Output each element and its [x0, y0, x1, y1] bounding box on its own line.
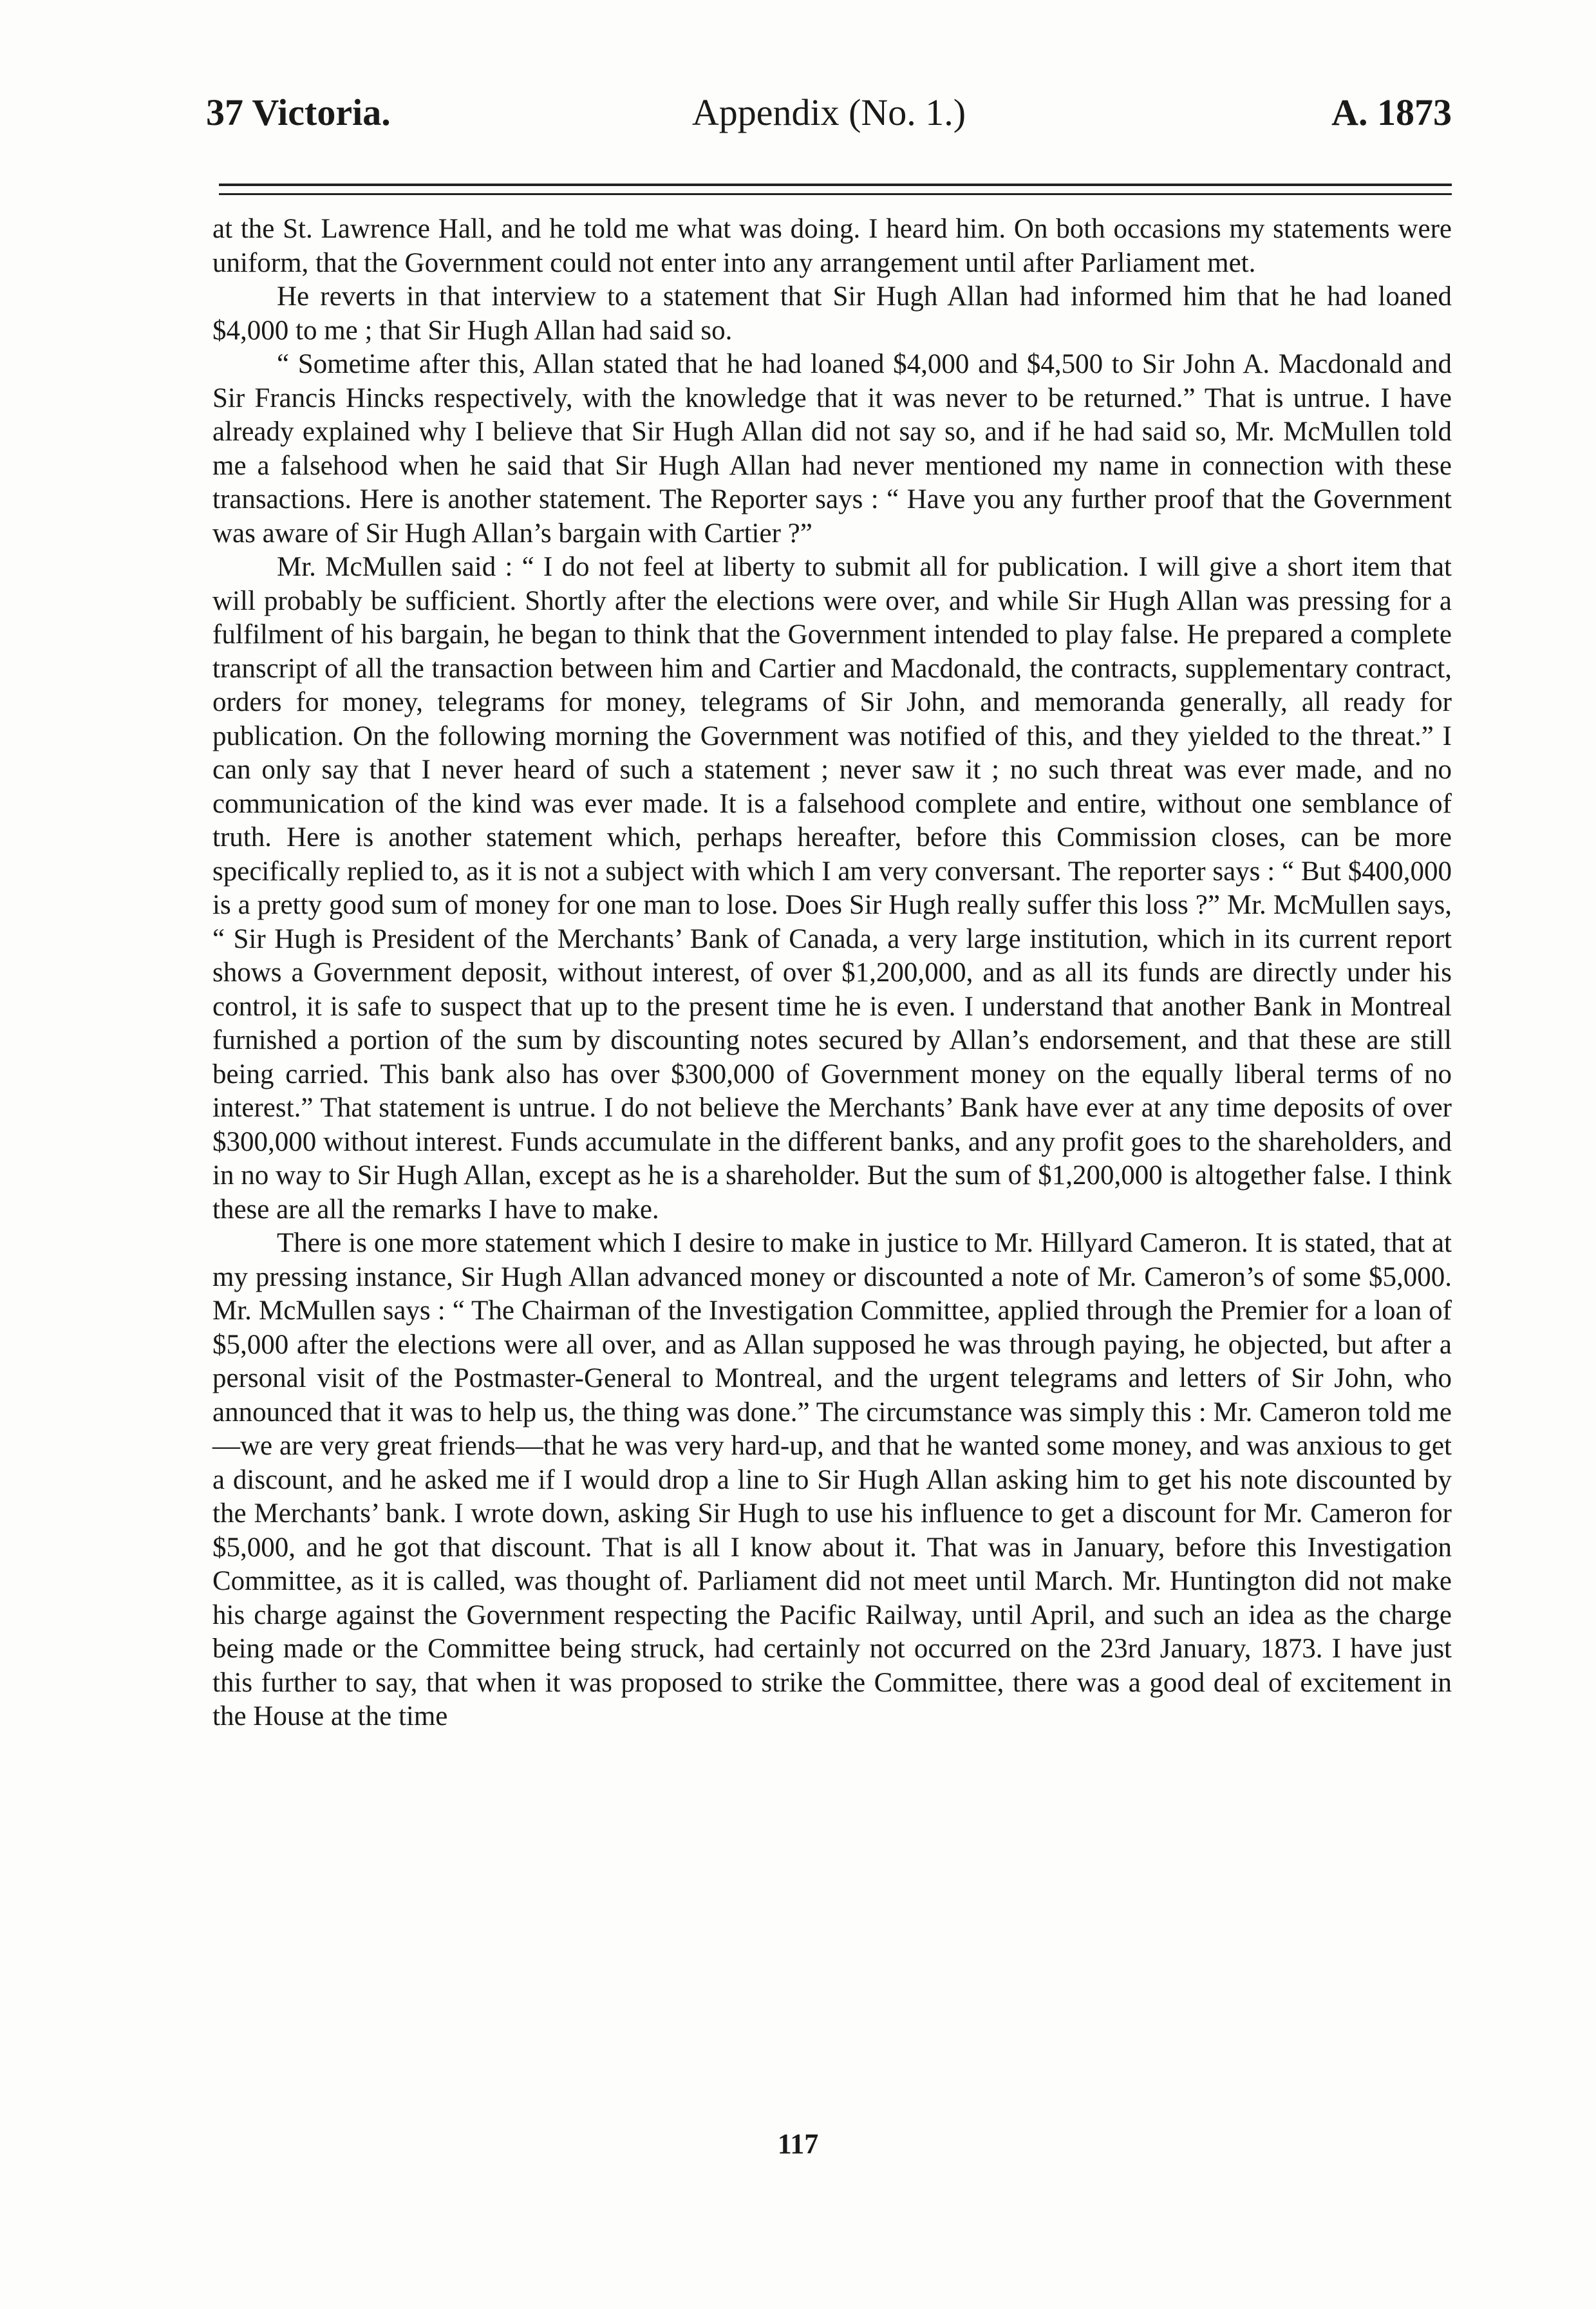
header-rule-bottom [219, 193, 1452, 195]
header-year: A. 1873 [1331, 91, 1452, 133]
running-header [206, 84, 1452, 142]
header-rule-top [219, 184, 1452, 186]
paragraph: “ Sometime after this, Allan stated that he had loaned $4,000 and $4,500 to Sir John A. Macdonald and Sir Francis Hincks respectively, with the knowledge that it was never to be returned.” That is untrue. I have already explained why I believe that Sir Hugh Allan did not say so, and if he had said so, Mr. McMullen told me a falsehood when he said that Sir Hugh Allan had never mentioned my name in connection with these transactions. Here is another statement. The Reporter says : “ Have you any further proof that the Government was aware of Sir Hugh Allan’s bargain with Cartier ?” [212, 349, 1452, 549]
header-appendix: Appendix (No. 1.) [691, 91, 966, 133]
body-text [212, 212, 1452, 1734]
paragraph: at the St. Lawrence Hall, and he told me what was doing. I heard him. On both occasions my statements were uniform, that the Government could not enter into any arrangement until after Parliament met. [212, 214, 1452, 278]
paragraph: Mr. McMullen said : “ I do not feel at liberty to submit all for publication. I will give a short item that will probably be sufficient. Shortly after the elections were over, and while Sir Hugh Allan was pressing for a fulfilment of his bargain, he began to think that the Government intended to play false. He prepared a complete transcript of all the transaction between him and Cartier and Macdonald, the contracts, supplementary contract, orders for money, telegrams for money, telegrams of Sir John, and memoranda generally, all ready for publication. On the following morning the Government was notified of this, and they yielded to the threat.” I can only say that I never heard of such a statement ; never saw it ; no such threat was ever made, and no communication of the kind was ever made. It is a falsehood complete and entire, without one semblance of truth. Here is another statement which, perhaps hereafter, before this Commission closes, can be more specifically replied to, as it is not a subject with which I am very conversant. The reporter says : “ But $400,000 is a pretty good sum of money for one man to lose. Does Sir Hugh really suffer this loss ?” Mr. McMullen says, “ Sir Hugh is President of the Merchants’ Bank of Canada, a very large institution, which in its current report shows a Government deposit, without interest, of over $1,200,000, and as all its funds are directly under his control, it is safe to suspect that up to the present time he is even. I understand that another Bank in Montreal furnished a portion of the sum by discounting notes secured by Allan’s endorsement, and that these are still being carried. This bank also has over $300,000 of Government money on the equally liberal terms of no interest.” That statement is untrue. I do not believe the Merchants’ Bank have ever at any time deposits of over $300,000 without interest. Funds accumulate in the different banks, and any profit goes to the shareholders, and in no way to Sir Hugh Allan, except as he is a shareholder. But the sum of $1,200,000 is altogether false. I think these are all the remarks I have to make. [212, 552, 1452, 1225]
page-number: 117 [777, 2128, 819, 2160]
header-volume: 37 Victoria. [206, 91, 391, 133]
paragraph: He reverts in that interview to a statement that Sir Hugh Allan had informed him that he had loaned $4,000 to me ; that Sir Hugh Allan had said so. [212, 281, 1452, 346]
paragraph: There is one more statement which I desire to make in justice to Mr. Hillyard Cameron. It is stated, that at my pressing instance, Sir Hugh Allan advanced money or discounted a note of Mr. Cameron’s of some $5,000. Mr. McMullen says : “ The Chairman of the Investigation Committee, applied through the Premier for a loan of $5,000 after the elections were all over, and as Allan supposed he was through paying, he objected, but after a personal visit of the Postmaster-General to Montreal, and the urgent telegrams and letters of Sir John, who announced that it was to help us, the thing was done.” The circumstance was simply this : Mr. Cameron told me—we are very great friends—that he was very hard-up, and that he wanted some money, and was anxious to get a discount, and he asked me if I would drop a line to Sir Hugh Allan asking him to get his note discounted by the Merchants’ bank. I wrote down, asking Sir Hugh to use his influence to get a discount for Mr. Cameron for $5,000, and he got that discount. That is all I know about it. That was in January, before this Investigation Committee, as it is called, was thought of. Parliament did not meet until March. Mr. Huntington did not make his charge against the Government respecting the Pacific Railway, until April, and such an idea as the charge being made or the Committee being struck, had certainly not occurred on the 23rd January, 1873. I have just this further to say, that when it was proposed to strike the Committee, there was a good deal of excitement in the House at the time [212, 1228, 1452, 1731]
